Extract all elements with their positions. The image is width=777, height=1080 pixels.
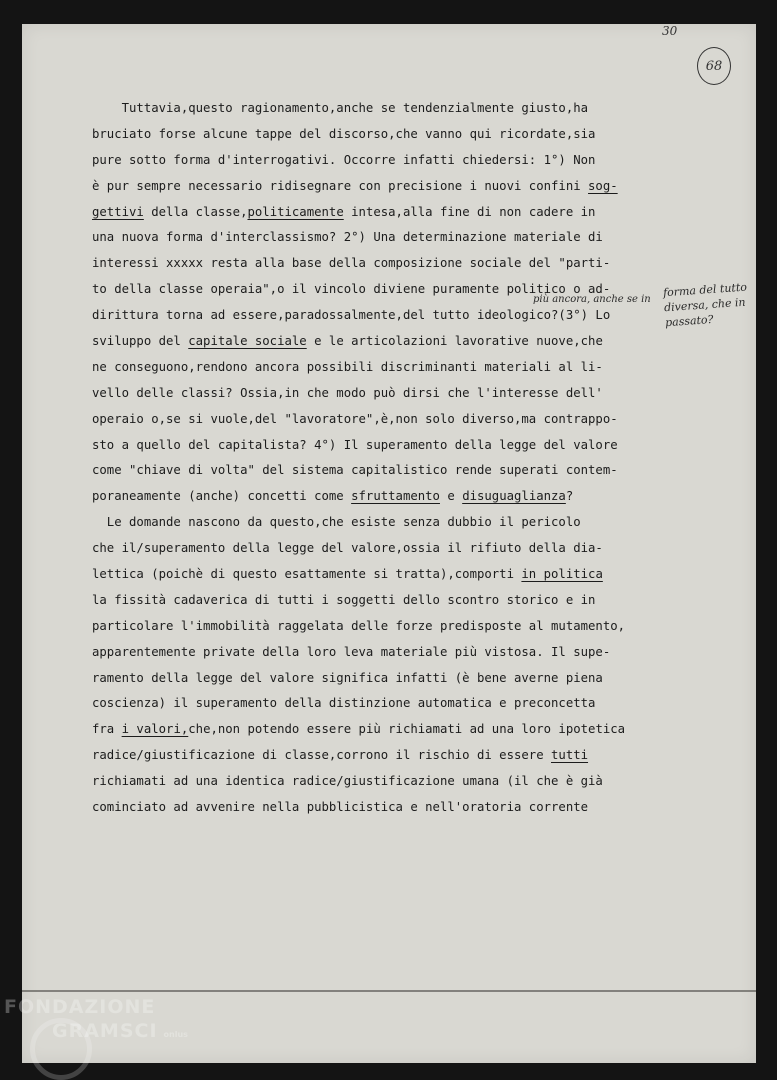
text-segment: dirittura torna ad essere,paradossalmente,del tutto ideologico?(3°) Lo (92, 308, 611, 323)
text-segment: e le articolazioni lavorative nuove,che (306, 334, 603, 349)
text-segment: la fissità cadaverica di tutti i soggetti dello scontro storico e in (92, 592, 596, 607)
underlined-text: i valori, (121, 722, 189, 737)
text-segment: to della classe operaia",o il vincolo diviene puramente politico o ad- (92, 282, 611, 297)
underlined-text: disuguaglianza (462, 489, 566, 504)
underlined-text: sog- (588, 178, 618, 193)
text-line (92, 433, 672, 459)
underlined-text: tutti (551, 748, 589, 763)
text-segment: intesa,alla fine di non cadere in (343, 204, 596, 219)
text-segment: sto a quello del capitalista? 4°) Il superamento della legge del valore (92, 437, 618, 452)
text-segment: una nuova forma d'interclassismo? 2°) Una determinazione materiale di (92, 230, 603, 245)
text-line (92, 122, 672, 148)
text-line (92, 355, 672, 381)
text-line (92, 536, 672, 562)
text-line (92, 691, 672, 717)
text-line (92, 174, 672, 200)
text-segment: apparentemente private della loro leva materiale più vistosa. Il supe- (92, 644, 611, 659)
text-segment: operaio o,se si vuole,del "lavoratore",è,non solo diverso,ma contrappo- (92, 411, 618, 426)
text-segment: interessi xxxxx resta alla base della composizione sociale del "parti- (92, 256, 611, 271)
text-line (92, 329, 672, 355)
text-line (92, 200, 672, 226)
watermark-line2 (4, 1020, 188, 1042)
watermark-line1: FONDAZIONE (4, 996, 156, 1018)
underlined-text: sfruttamento (351, 489, 440, 504)
fold-divider (22, 990, 756, 992)
text-line (92, 562, 672, 588)
text-line (92, 96, 672, 122)
text-segment: Le domande nascono da questo,che esiste senza dubbio il pericolo (92, 515, 581, 530)
text-segment: che il/superamento della legge del valore,ossia il rifiuto della dia- (92, 541, 603, 556)
text-segment: poraneamente (anche) concetti come (92, 489, 352, 504)
text-line (92, 148, 672, 174)
text-line (92, 251, 672, 277)
watermark-suffix: onlus (163, 1030, 188, 1039)
text-line (92, 666, 672, 692)
text-segment: coscienza) il superamento della distinzione automatica e preconcetta (92, 696, 596, 711)
circled-page-number (697, 47, 731, 85)
text-segment: particolare l'immobilità raggelata delle forze predisposte al mutamento, (92, 618, 626, 633)
text-segment: ne conseguono,rendono ancora possibili discriminanti materiali al li- (92, 359, 603, 374)
text-line (92, 743, 672, 769)
text-segment: che,non potendo essere più richiamati ad una loro ipotetica (188, 722, 626, 737)
underlined-text: gettivi (92, 204, 144, 219)
text-segment: fra (92, 722, 122, 737)
page-number: 30 (662, 24, 678, 38)
text-line (92, 614, 672, 640)
text-segment: come "chiave di volta" del sistema capitalistico rende superati contem- (92, 463, 618, 478)
text-line (92, 717, 672, 743)
text-line (92, 303, 672, 329)
handwritten-interline-note: più ancora, anche se in (533, 294, 651, 305)
text-segment: radice/giustificazione di classe,corrono il rischio di essere (92, 748, 552, 763)
text-line (92, 510, 672, 536)
text-segment: bruciato forse alcune tappe del discorso,che vanno qui ricordate,sia (92, 126, 596, 141)
text-segment: è pur sempre necessario ridisegnare con precisione i nuovi confini (92, 178, 589, 193)
text-segment: della classe, (143, 204, 248, 219)
text-segment: cominciato ad avvenire nella pubblicistica e nell'oratoria corrente (92, 800, 589, 815)
watermark-line2-text: GRAMSCI (52, 1020, 158, 1042)
text-line (92, 407, 672, 433)
text-line (92, 769, 672, 795)
text-segment: vello delle classi? Ossia,in che modo può dirsi che l'interesse dell' (92, 385, 603, 400)
text-segment: Tuttavia,questo ragionamento,anche se tendenzialmente giusto,ha (92, 101, 589, 115)
text-line (92, 484, 672, 510)
typewritten-body (92, 96, 672, 821)
watermark (4, 996, 188, 1042)
text-segment: lettica (poichè di questo esattamente si tratta),comporti (92, 567, 522, 582)
text-line (92, 640, 672, 666)
text-line (92, 458, 672, 484)
text-segment: ? (565, 489, 574, 504)
handwritten-margin-note: forma del tutto diversa, che in passato? (662, 280, 748, 330)
text-segment: richiamati ad una identica radice/giustificazione umana (il che è già (92, 774, 603, 789)
underlined-text: in politica (521, 567, 603, 582)
text-line (92, 795, 672, 821)
circled-page-number-text: 68 (705, 58, 723, 74)
text-line (92, 381, 672, 407)
text-segment: pure sotto forma d'interrogativi. Occorre infatti chiedersi: 1°) Non (92, 152, 596, 167)
underlined-text: politicamente (247, 204, 344, 219)
text-segment: ramento della legge del valore significa infatti (è bene averne piena (92, 670, 603, 685)
text-line (92, 588, 672, 614)
text-segment: e (439, 489, 463, 504)
underlined-text: capitale sociale (188, 334, 307, 349)
text-line (92, 225, 672, 251)
text-segment: sviluppo del (92, 334, 189, 349)
